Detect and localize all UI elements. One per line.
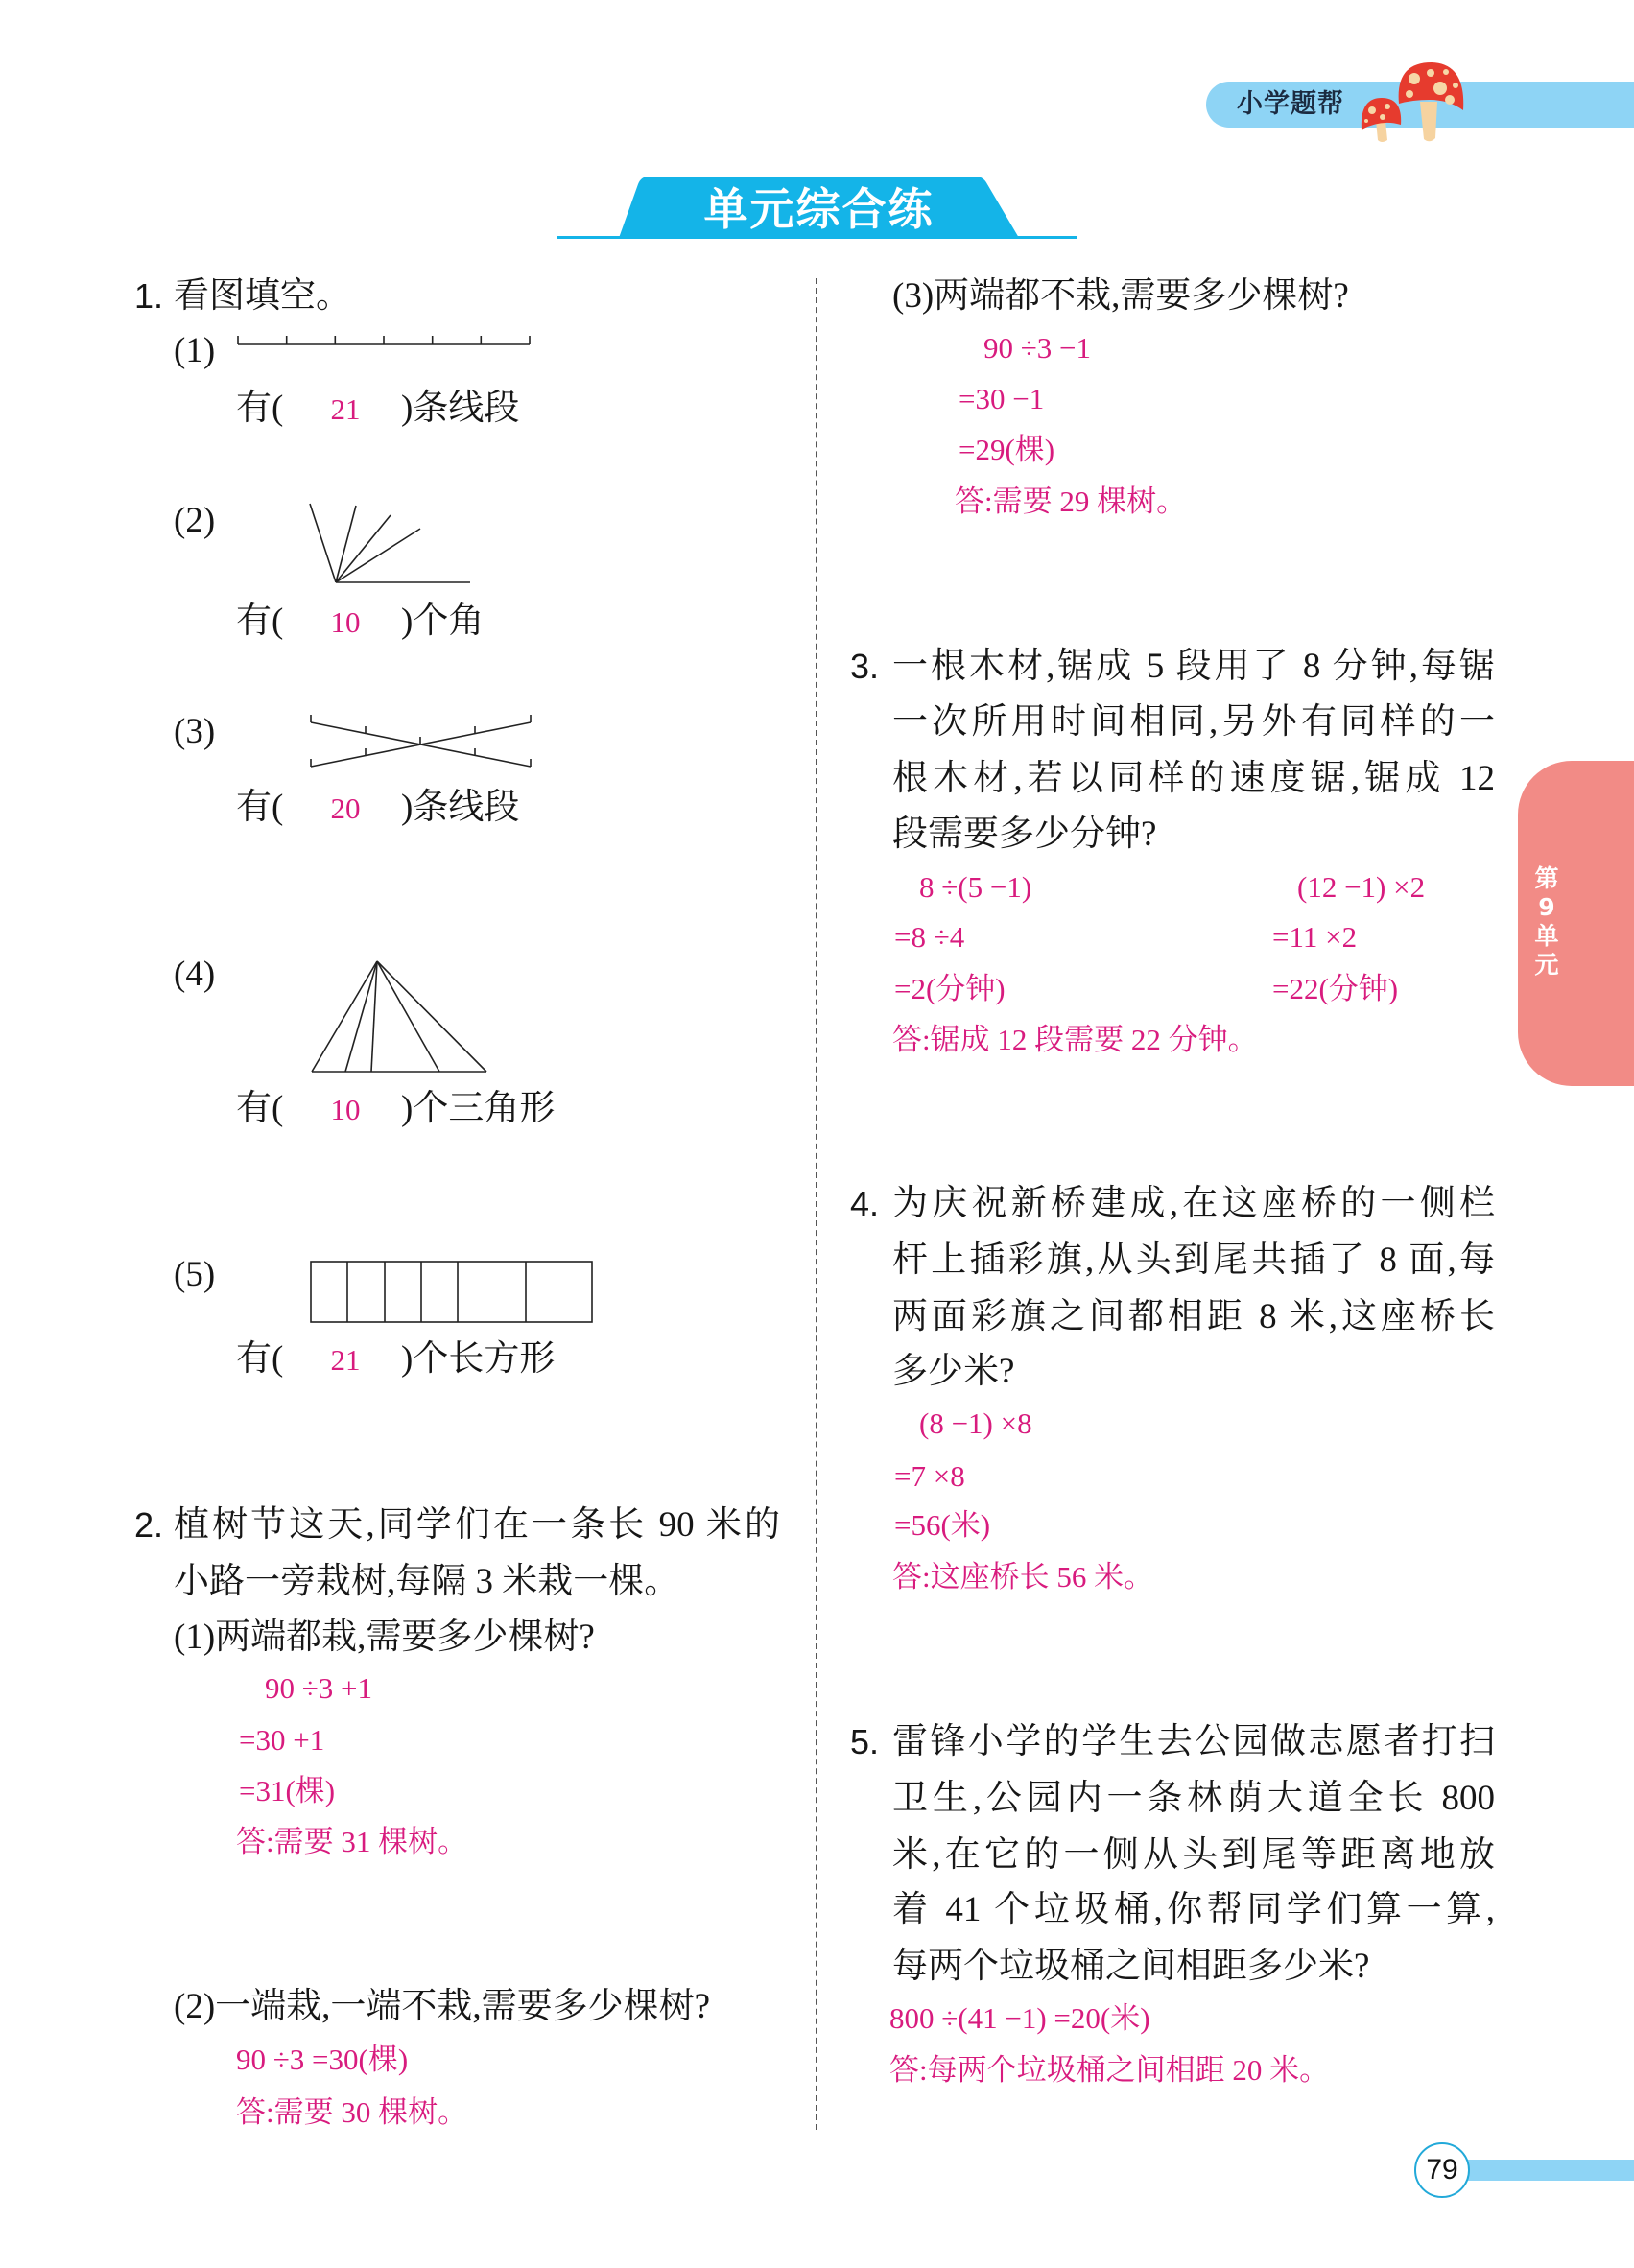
question-5-number: 5. [850, 1722, 880, 1761]
answer-prefix: 有( [236, 602, 284, 641]
q1-part-1-answer-row [236, 388, 639, 430]
q1-part-5-label: (5) [174, 1255, 216, 1294]
q1-part-4-answer-row [236, 1088, 639, 1130]
answer-suffix: )个长方形 [401, 1339, 556, 1379]
angles-figure [297, 494, 480, 590]
question-2-text-line: 小路一旁栽树,每隔 3 米栽一棵。 [174, 1562, 680, 1601]
question-3-text-line: 一次所用时间相同,另外有同样的一 [892, 702, 1495, 742]
q3-work-left-line: 8 ÷(5 −1) [919, 870, 1032, 904]
unit-tab-label [1527, 864, 1566, 980]
question-3-text-line: 一根木材,锯成 5 段用了 8 分钟,每锯 [892, 647, 1495, 686]
crossing-segments-figure [302, 710, 542, 777]
question-5-text-line: 雷锋小学的学生去公园做志愿者打扫 [892, 1722, 1495, 1761]
q1-part-1-label: (1) [174, 331, 216, 370]
question-3-number: 3. [850, 647, 880, 686]
q5-work-line: 800 ÷(41 −1) =20(米) [889, 2001, 1150, 2035]
q2-part-1-question: (1)两端都栽,需要多少棵树? [174, 1618, 595, 1657]
q2-part-3-work-line: =29(棵) [959, 433, 1055, 466]
column-divider [816, 278, 817, 2130]
question-3-text-line: 段需要多少分钟? [892, 815, 1157, 854]
unit-side-tab [1518, 761, 1634, 1086]
q2-part-2-work-line: 90 ÷3 =30(棵) [236, 2043, 409, 2076]
answer-suffix: )条线段 [401, 788, 520, 827]
q2-part-1-answer: 答:需要 31 棵树。 [236, 1825, 468, 1858]
q2-part-3-work-line: =30 −1 [959, 382, 1045, 415]
question-4-text-line: 为庆祝新桥建成,在这座桥的一侧栏 [892, 1184, 1495, 1223]
q1-part-3-label: (3) [174, 712, 216, 751]
q2-part-2-question: (2)一端栽,一端不栽,需要多少棵树? [174, 1987, 711, 2026]
answer-prefix: 有( [236, 389, 284, 428]
question-5-text-line: 着 41 个垃圾桶,你帮同学们算一算, [892, 1890, 1495, 1929]
q3-work-left-line: =8 ÷4 [894, 920, 965, 954]
line-segment-figure [230, 331, 537, 350]
answer-suffix: )个三角形 [401, 1089, 556, 1128]
q4-work-line: =56(米) [894, 1508, 991, 1542]
answer-blank: 20 [330, 791, 361, 825]
answer-suffix: )个角 [401, 602, 485, 641]
question-2-number: 2. [134, 1505, 164, 1545]
q2-part-3-question: (3)两端都不栽,需要多少棵树? [892, 276, 1349, 316]
q2-part-1-work-line: 90 ÷3 +1 [265, 1671, 372, 1705]
page-number-bar [1468, 2160, 1634, 2181]
q3-work-left-line: =2(分钟) [894, 972, 1006, 1005]
answer-blank: 10 [330, 605, 361, 639]
answer-blank: 21 [330, 392, 361, 426]
q3-work-right-line: (12 −1) ×2 [1297, 870, 1426, 904]
question-1-number: 1. [134, 276, 164, 316]
rectangles-figure [305, 1256, 599, 1329]
answer-prefix: 有( [236, 1339, 284, 1379]
q1-part-4-label: (4) [174, 955, 216, 994]
question-3-text-line: 根木材,若以同样的速度锯,锯成 12 [892, 759, 1495, 798]
q2-part-1-work-line: =30 +1 [239, 1723, 325, 1757]
question-5-text-line: 卫生,公园内一条林荫大道全长 800 [892, 1779, 1495, 1818]
triangles-figure [302, 955, 494, 1079]
q4-answer: 答:这座桥长 56 米。 [892, 1560, 1154, 1594]
q1-part-2-label: (2) [174, 501, 216, 540]
question-4-text-line: 多少米? [892, 1352, 1015, 1391]
q1-part-5-answer-row [236, 1338, 639, 1381]
question-1-prompt: 看图填空。 [174, 276, 351, 316]
unit-tab-char: 单 [1534, 922, 1559, 950]
q2-part-3-answer: 答:需要 29 棵树。 [955, 484, 1187, 518]
question-4-number: 4. [850, 1184, 880, 1223]
q2-part-2-answer: 答:需要 30 棵树。 [236, 2095, 468, 2129]
q1-part-2-answer-row [236, 601, 639, 643]
answer-prefix: 有( [236, 1089, 284, 1128]
page-number: 79 [1414, 2142, 1470, 2198]
q3-answer: 答:锯成 12 段需要 22 分钟。 [892, 1023, 1258, 1056]
q5-answer: 答:每两个垃圾桶之间相距 20 米。 [889, 2053, 1330, 2087]
question-5-text-line: 每两个垃圾桶之间相距多少米? [892, 1947, 1370, 1986]
brand-label: 小学题帮 [1237, 89, 1344, 119]
question-4-text-line: 两面彩旗之间都相距 8 米,这座桥长 [892, 1297, 1495, 1336]
q2-part-1-work-line: =31(棵) [239, 1774, 336, 1807]
page-title: 单元综合练 [703, 183, 935, 235]
unit-tab-char: 第 [1534, 864, 1559, 892]
q1-part-3-answer-row [236, 787, 639, 829]
question-4-text-line: 杆上插彩旗,从头到尾共插了 8 面,每 [892, 1240, 1495, 1280]
answer-blank: 21 [330, 1343, 361, 1377]
question-2-text-line: 植树节这天,同学们在一条长 90 米的 [174, 1505, 780, 1545]
mushroom-icon [1353, 58, 1473, 146]
unit-tab-char: 9 [1538, 893, 1555, 921]
unit-tab-char: 元 [1534, 951, 1559, 979]
q2-part-3-work-line: 90 ÷3 −1 [983, 331, 1091, 365]
q3-work-right-line: =11 ×2 [1272, 920, 1358, 954]
question-5-text-line: 米,在它的一侧从头到尾等距离地放 [892, 1835, 1495, 1875]
answer-suffix: )条线段 [401, 389, 520, 428]
q4-work-line: (8 −1) ×8 [919, 1406, 1032, 1440]
answer-prefix: 有( [236, 788, 284, 827]
answer-blank: 10 [330, 1093, 361, 1126]
q3-work-right-line: =22(分钟) [1272, 972, 1399, 1005]
q4-work-line: =7 ×8 [894, 1459, 965, 1493]
